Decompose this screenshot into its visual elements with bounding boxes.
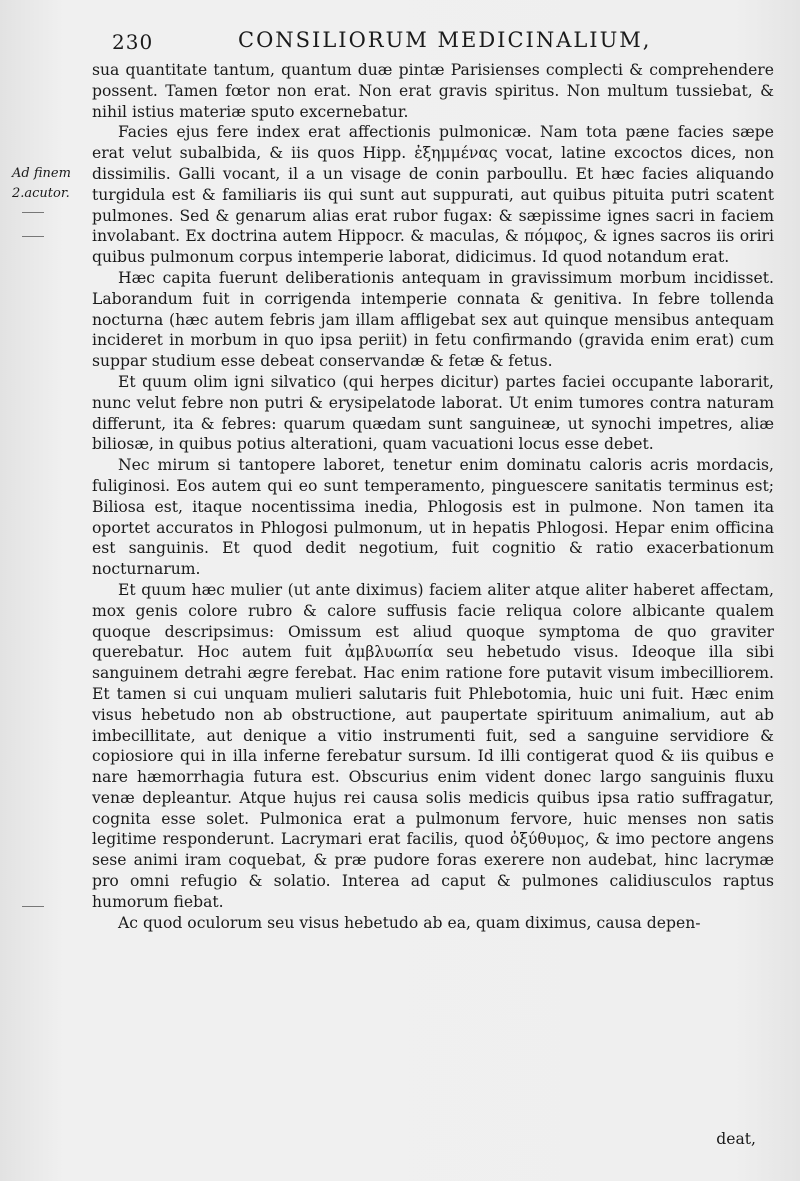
margin-dash xyxy=(22,236,44,237)
paragraph-5: Nec mirum si tantopere laboret, tenetur enim dominatu caloris acris mordacis, fuliginosi. Eos autem qui eo sunt temperamento, pinguescere sanitatis terminus est; Biliosa est, itaque nocentissima inedia, Phlogosis est in pulmone. Non tamen ita oportet accuratos in Phlogosi pulmonum, ut in hepatis Phlogosi. Hepar enim officina est sanguinis. Et quod dedit negotium, fuit cognitio & ratio exacerbationum nocturnarum. xyxy=(92,456,774,579)
body-text xyxy=(92,60,774,933)
paragraph-4: Et quum olim igni silvatico (qui herpes dicitur) partes faciei occupante laborarit, nunc velut febre non putri & erysipelatode laborat. Ut enim tumores contra naturam differunt, ita & febres: quarum quædam sunt sanguineæ, ut synochi impetres, aliæ biliosæ, in quibus potius alterationi, quam vacuationi locus esse debet. xyxy=(92,372,774,454)
paragraph-6: Et quum hæc mulier (ut ante diximus) faciem aliter atque aliter haberet affectam, mox genis colore rubro & calore suffusis facie reliqua colore albicante qualem quoque descripsimus: Omissum est aliud quoque symptoma de quo graviter querebatur. Hoc autem fuit ἀμβλυωπία seu hebetudo visus. Ideoque illa sibi sanguinem detrahi ægre ferebat. Hac enim ratione fore putavit visum imbecilliorem. Et tamen si cui unquam mulieri salutaris fuit Phlebotomia, huic uni fuit. Hæc enim visus hebetudo non ab obstructione, aut paupertate spirituum animalium, aut ab imbecillitate, aut denique a vitio instrumenti fuit, sed a sanguine servidiore & copiosiore qui in illa inferne ferebatur sursum. Id illi contigerat quod & iis quibus e nare hæmorrhagia futura est. Obscurius enim vident donec largo sanguinis fluxu venæ depleantur. Atque hujus rei causa solis medicis quibus ipsa ratio suffragatur, cognita esse solet. Pulmonica erat a pulmonum fervore, huic menses non satis legitime responderunt. Lacrymari erat facilis, quod ὀξύθυμος, & imo pectore angens sese animi iram coquebat, & præ pudore foras exerere non audebat, hinc lacrymæ pro omni refugio & solatio. Interea ad caput & pulmones calidiusculos raptus humorum fiebat. xyxy=(92,580,774,911)
running-head: CONSILIORUM MEDICINALIUM, xyxy=(238,28,652,52)
paragraph-1: sua quantitate tantum, quantum duæ pintæ Parisienses complecti & comprehendere possent. Tamen fœtor non erat. Non erat gravis spiritus. Non multum tussiebat, & nihil istius materiæ sputo excernebatur. xyxy=(92,61,774,121)
margin-dash xyxy=(22,906,44,907)
margin-note-1: Ad finem xyxy=(12,166,71,181)
page-number: 230 xyxy=(112,30,154,54)
margin-dash xyxy=(22,212,44,213)
catchword: deat, xyxy=(716,1130,756,1148)
paragraph-7: Ac quod oculorum seu visus hebetudo ab ea, quam diximus, causa depen- xyxy=(118,913,701,932)
paragraph-3: Hæc capita fuerunt deliberationis antequam in gravissimum morbum incidisset. Laborandum fuit in corrigenda intemperie connata & genitiva. In febre tollenda nocturna (hæc autem febris jam illam affligebat sex aut quinque mensibus antequam incideret in morbum in quo ipsa periit) in fetu confirmando (gravida enim erat) cum suppar studium esse debeat conservandæ & fetæ & fetus. xyxy=(92,268,774,371)
margin-note-2: 2.acutor. xyxy=(12,186,70,201)
paragraph-2: Facies ejus fere index erat affectionis pulmonicæ. Nam tota pæne facies sæpe erat velut subalbida, & iis quos Hipp. ἐξημμένας vocat, latine excoctos dices, non dissimilis. Galli vocant, il a un visage de conin parboullu. Et hæc facies aliquando turgidula est & familiaris iis qui sunt aut suppurati, aut quibus pituita putri scatent pulmones. Sed & genarum alias erat rubor fugax: & sæpissime ignes sacri in faciem involabant. Ex doctrina autem Hippocr. & maculas, & πόμφος, & ignes sacros iis oriri quibus pulmonum corpus intemperie laborat, didicimus. Id quod notandum erat. xyxy=(92,123,774,267)
